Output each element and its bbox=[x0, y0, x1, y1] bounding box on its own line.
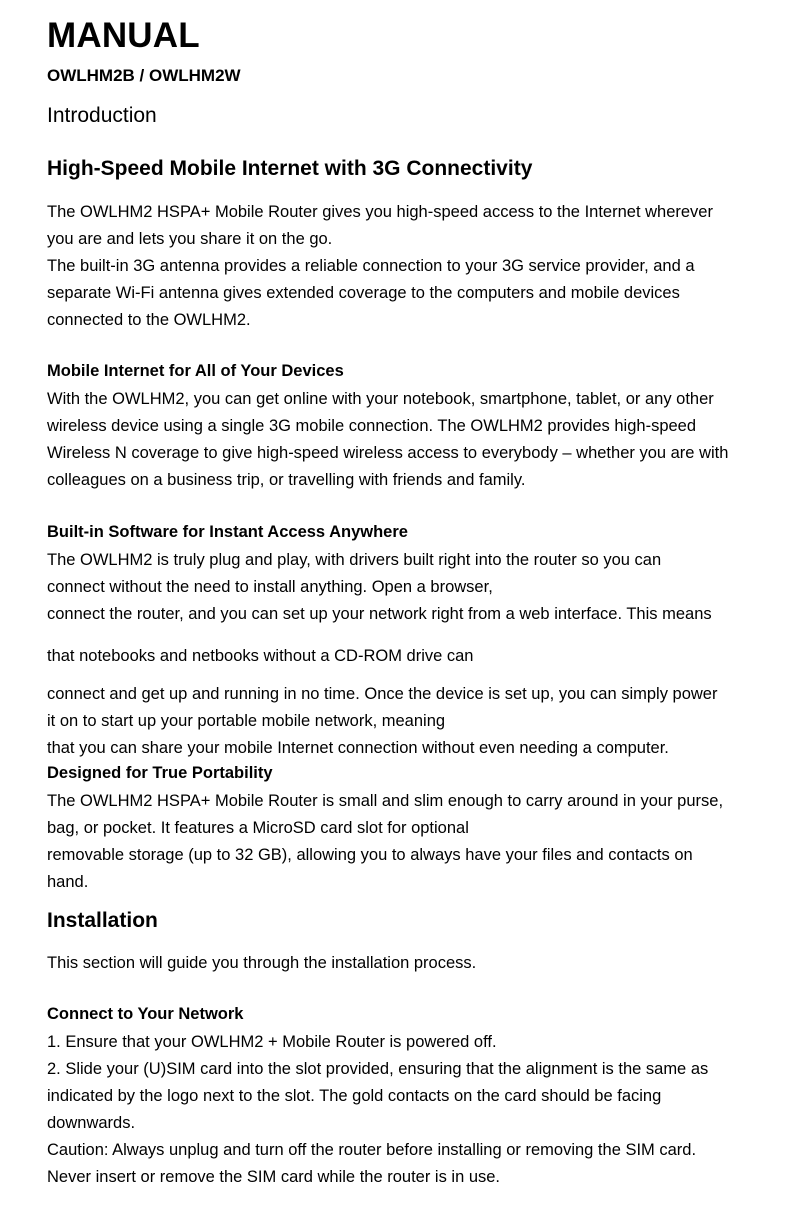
paragraph-line: The OWLHM2 is truly plug and play, with drivers built right into the router so you can bbox=[47, 551, 662, 569]
paragraph-line: wireless device using a single 3G mobile connection. The OWLHM2 provides high-speed bbox=[47, 417, 697, 435]
paragraph-line: Caution: Always unplug and turn off the router before installing or removing the SIM card. bbox=[47, 1141, 697, 1159]
paragraph-line: connect and get up and running in no time. Once the device is set up, you can simply power bbox=[47, 685, 718, 703]
section-heading-portability: Designed for True Portability bbox=[47, 764, 273, 782]
paragraph-line: connect the router, and you can set up your network right from a web interface. This means bbox=[47, 605, 712, 623]
paragraph-line: that notebooks and netbooks without a CD-ROM drive can bbox=[47, 647, 474, 665]
paragraph-line: you are and lets you share it on the go. bbox=[47, 230, 333, 248]
paragraph-line: 2. Slide your (U)SIM card into the slot provided, ensuring that the alignment is the same as bbox=[47, 1060, 709, 1078]
section-heading-mobile-internet: Mobile Internet for All of Your Devices bbox=[47, 362, 344, 380]
paragraph-line: The built-in 3G antenna provides a reliable connection to your 3G service provider, and a bbox=[47, 257, 695, 275]
paragraph-line: separate Wi-Fi antenna gives extended coverage to the computers and mobile devices bbox=[47, 284, 680, 302]
section-heading-built-in-software: Built-in Software for Instant Access Anywhere bbox=[47, 523, 408, 541]
document-title: MANUAL bbox=[47, 16, 200, 55]
paragraph-line: connect without the need to install anything. Open a browser, bbox=[47, 578, 493, 596]
section-heading-installation: Installation bbox=[47, 909, 158, 932]
paragraph-line: Never insert or remove the SIM card while the router is in use. bbox=[47, 1168, 501, 1186]
section-heading-connect-network: Connect to Your Network bbox=[47, 1005, 244, 1023]
section-heading-high-speed: High-Speed Mobile Internet with 3G Connectivity bbox=[47, 157, 533, 180]
paragraph-line: downwards. bbox=[47, 1114, 136, 1132]
paragraph-line: With the OWLHM2, you can get online with your notebook, smartphone, tablet, or any other bbox=[47, 390, 714, 408]
model-numbers: OWLHM2B / OWLHM2W bbox=[47, 66, 241, 85]
paragraph-line: bag, or pocket. It features a MicroSD card slot for optional bbox=[47, 819, 469, 837]
paragraph-line: removable storage (up to 32 GB), allowing you to always have your files and contacts on bbox=[47, 846, 693, 864]
paragraph-line: 1. Ensure that your OWLHM2 + Mobile Router is powered off. bbox=[47, 1033, 497, 1051]
paragraph-line: hand. bbox=[47, 873, 89, 891]
paragraph-line: colleagues on a business trip, or travelling with friends and family. bbox=[47, 471, 526, 489]
paragraph-line: The OWLHM2 HSPA+ Mobile Router gives you high-speed access to the Internet wherever bbox=[47, 203, 713, 221]
paragraph-line: This section will guide you through the installation process. bbox=[47, 954, 477, 972]
paragraph-line: it on to start up your portable mobile network, meaning bbox=[47, 712, 446, 730]
paragraph-line: Wireless N coverage to give high-speed wireless access to everybody – whether you are with bbox=[47, 444, 729, 462]
paragraph-line: indicated by the logo next to the slot. The gold contacts on the card should be facing bbox=[47, 1087, 662, 1105]
paragraph-line: The OWLHM2 HSPA+ Mobile Router is small and slim enough to carry around in your purse, bbox=[47, 792, 724, 810]
paragraph-line: connected to the OWLHM2. bbox=[47, 311, 251, 329]
paragraph-line: that you can share your mobile Internet connection without even needing a computer. bbox=[47, 739, 669, 757]
introduction-label: Introduction bbox=[47, 104, 157, 127]
